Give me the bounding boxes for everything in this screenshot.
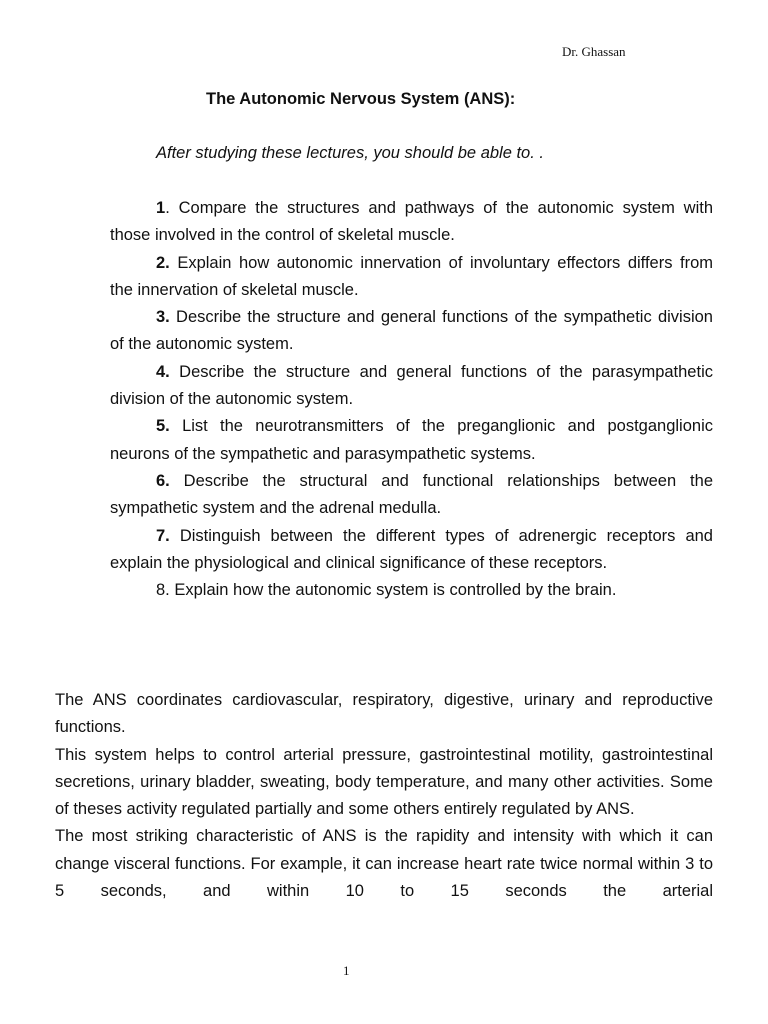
objective-text: Explain how autonomic innervation of involuntary effectors differs from the innervation of skeletal muscle. [110, 253, 713, 299]
body-text [55, 687, 713, 905]
objective-item [110, 304, 713, 359]
objective-number: 8. [156, 581, 170, 600]
objective-text: Explain how the autonomic system is controlled by the brain. [174, 581, 617, 600]
objective-text: List the neurotransmitters of the preganglionic and postganglionic neurons of the sympathetic and parasympathetic systems. [110, 417, 713, 463]
objective-number: 1 [156, 199, 166, 217]
objective-item [110, 577, 713, 604]
learning-objectives-list [110, 195, 713, 604]
objective-item [110, 468, 713, 523]
objective-number: 2. [156, 253, 170, 272]
body-paragraph: This system helps to control arterial pressure, gastrointestinal motility, gastrointestinal secretions, urinary bladder, sweating, body temperature, and many other activities. Some of theses activity regulated partially and some others entirely regulated by ANS. [55, 745, 713, 819]
objective-text: Describe the structure and general functions of the parasympathetic division of the autonomic system. [110, 362, 713, 409]
objective-item [110, 359, 713, 414]
objective-text: Compare the structures and pathways of the autonomic system with those involved in the control of skeletal muscle. [110, 199, 713, 245]
objective-text: Describe the structural and functional relationships between the sympathetic system and the adrenal medulla. [110, 471, 713, 518]
objective-item [110, 523, 713, 578]
objectives-intro: After studying these lectures, you should be able to. . [156, 144, 544, 162]
document-title: The Autonomic Nervous System (ANS): [206, 90, 516, 108]
objective-text: Distinguish between the different types of adrenergic receptors and explain the physiological and clinical significance of these receptors. [110, 526, 713, 572]
objective-item [110, 413, 713, 468]
objective-number: 6. [156, 471, 170, 490]
objective-item: 1. Compare the structures and pathways of the autonomic system with those involved in the control of skeletal muscle. [110, 199, 713, 245]
objective-number: 7. [156, 526, 170, 545]
objective-number: 3. [156, 308, 170, 327]
body-paragraph: The most striking characteristic of ANS is the rapidity and intensity with which it can change visceral functions. For example, it can increase heart rate twice normal within 3 to 5 seconds, and within 10 to 15 seconds the arterial [55, 827, 713, 901]
page-number: 1 [343, 963, 350, 978]
body-paragraph: The ANS coordinates cardiovascular, respiratory, digestive, urinary and reproductive functions. [55, 691, 713, 737]
objective-number: 5. [156, 417, 170, 436]
objective-number: 4. [156, 362, 170, 381]
author-name: Dr. Ghassan [562, 44, 626, 59]
objective-item [110, 250, 713, 305]
objective-text: Describe the structure and general functions of the sympathetic division of the autonomic system. [110, 308, 713, 354]
